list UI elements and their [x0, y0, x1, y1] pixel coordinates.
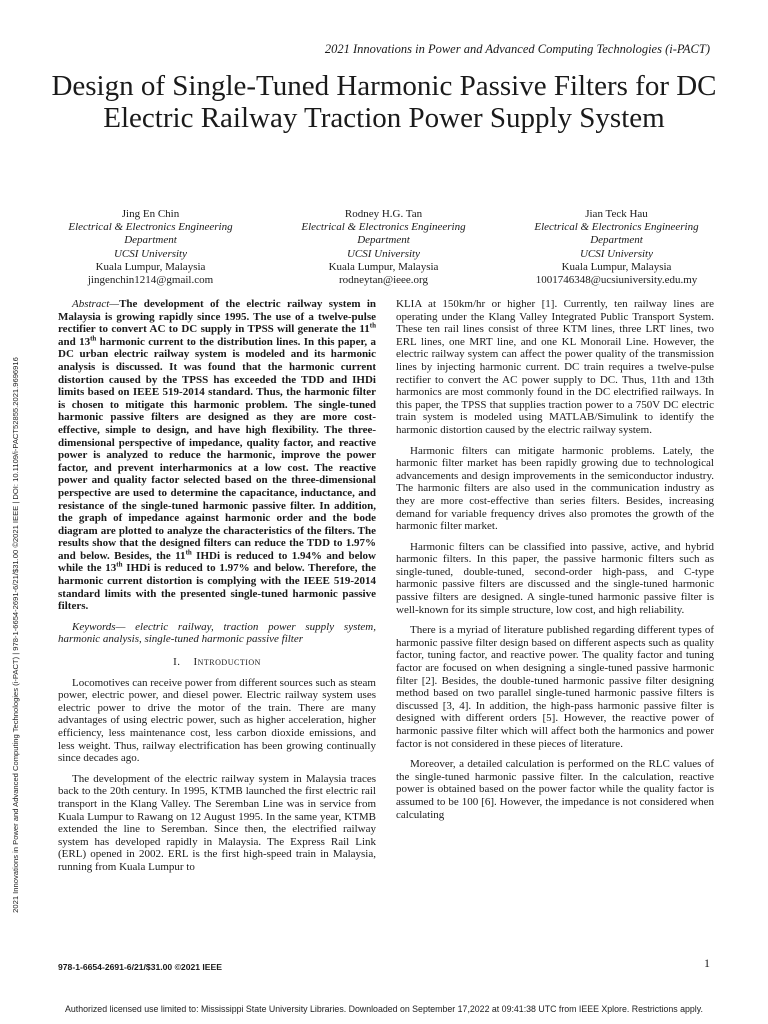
- superscript: th: [116, 560, 123, 569]
- abstract-text: harmonic current to the distribution lines. In this paper, a DC urban electric railway system is modeled and its harmonic analysis is discussed. It was found that the harmonic current distortion caused by the TPSS has exceeded the TDD and IHDi limits based on IEEE 519-2014 standard. Thus, the harmonic filter is chosen to mitigate this harmonic problem. The single-tuned harmonic passive filters are designed as they are more cost-effective, simple to design, and have high flexibility. The three-dimensional perspective of impedance, quality factor, and reactive power is analyzed to reduce the harmonic, improve the power factor, and prevent interharmonics at a low cost. The reactive power and quality factor selected based on the three-dimensional perspective are used to determine the capacitance, inductance, and resistance of the single-tuned harmonic passive filter. In addition, the graph of impedance against harmonic order and the bode diagram are plotted to analyze the characteristics of the filters. The results show that the designed filters can reduce the TDD to 1.97% and below. Besides, the 11: [58, 335, 376, 562]
- abstract-text: The development of the electric railway system in Malaysia is growing rapidly since 1995. The use of a twelve-pulse rectifier to convert AC to DC supply in TPSS will generate the 11: [58, 298, 376, 336]
- author-name: Jing En Chin: [121, 208, 180, 220]
- author-email: rodneytan@ieee.org: [338, 274, 429, 287]
- abstract-text: IHDi is reduced to 1.94% and below while the 13: [58, 549, 376, 575]
- body-paragraph: The development of the electric railway system in Malaysia traces back to the 20th century. In 1995, KTMB launched the first electric rail transport in the Klang Valley. The Seremban Line was in service from Kuala Lumpur to Rawang on 12 August 1995. In the same year, KTMB extended the line to Seremban. Since then, the electrified railway system has developed rapidly in Malaysia. The Express Rail Link (ERL) opened in 2002. ERL is the first high-speed train in Malaysia, running from Kuala Lumpur to: [58, 772, 376, 873]
- author-dept: Electrical & Electronics Engineering: [68, 221, 233, 234]
- keywords-label: Keywords—: [72, 620, 126, 633]
- author-city: Kuala Lumpur, Malaysia: [328, 260, 439, 273]
- superscript: th: [90, 334, 97, 343]
- superscript: th: [185, 548, 192, 557]
- keywords-text: electric railway, traction power supply system, harmonic analysis, single-tuned harmonic passive filter: [58, 620, 376, 646]
- license-footer: Authorized licensed use limited to: Mississippi State University Libraries. Downloaded on September 17,2022 at 09:41:38 UTC from IEEE Xplore. Restrictions apply.: [65, 1004, 703, 1014]
- isbn-footer: 978-1-6654-2691-6/21/$31.00 ©2021 IEEE: [58, 962, 223, 972]
- section-title: Introduction: [193, 656, 261, 669]
- abstract-text: and 13: [58, 335, 91, 348]
- section-number: I.: [173, 656, 181, 669]
- abstract-text: IHDi is reduced to 1.97% and below. Therefore, the harmonic current distortion is complying with the IEEE 519-2014 standard limits with the presented single-tuned harmonic passive filters.: [58, 562, 376, 613]
- author-univ: UCSI University: [113, 247, 187, 260]
- left-column: [58, 298, 376, 874]
- author-block: [281, 208, 486, 287]
- abstract: [58, 298, 376, 613]
- keywords: [58, 621, 376, 646]
- superscript: th: [369, 321, 376, 330]
- author-block: [48, 208, 253, 287]
- author-name: Jian Teck Hau: [585, 208, 648, 220]
- paper-title: Design of Single-Tuned Harmonic Passive Filters for DC Electric Railway Traction Power Supply System: [51, 70, 717, 134]
- author-block: [514, 208, 719, 287]
- author-dept: Department: [590, 234, 643, 247]
- author-name: Rodney H.G. Tan: [344, 208, 423, 220]
- conference-header: 2021 Innovations in Power and Advanced Computing Technologies (i-PACT): [324, 42, 710, 56]
- section-heading: [58, 656, 376, 669]
- body-paragraph: Moreover, a detailed calculation is performed on the RLC values of the single-tuned harmonic passive filter. In the calculation, reactive power is obtained based on the power factor while the quality factor is assumed to be 100 [6]. However, the impedance is not considered when calculating: [396, 758, 714, 821]
- body-paragraph: There is a myriad of literature published regarding different types of harmonic passive filter design based on different aspects such as quality factor, tuning factor, and reactive power. The quality factor and tuning factor are focused on when designing a single-tuned passive harmonic filter [2]. Besides, the double-tuned harmonic passive filter designing method based on two parallel single-tuned harmonic passive filters is discussed [3, 4]. In addition, the high-pass harmonic passive filter is designed with different orders [5]. However, the reactive power of harmonic passive filter which will affect both the harmonics and power factor is not considered in these pieces of literature.: [396, 624, 714, 750]
- author-dept: Department: [124, 234, 177, 247]
- author-univ: UCSI University: [579, 247, 653, 260]
- author-city: Kuala Lumpur, Malaysia: [95, 260, 206, 273]
- page-number: 1: [704, 956, 710, 970]
- body-paragraph: KLIA at 150km/hr or higher [1]. Currently, ten railway lines are operating under the Klang Valley Integrated Public Transport System. These ten rail lines consist of three KTM lines, three LRT lines, two ERL lines, one MRT line, and one KL Monorail Line. However, the electric railway system can affect the power quality of the transmission lines by injecting harmonic current. DC train requires a twelve-pulse rectifier to convert the AC power supply to DC. Thus, 11th and 13th harmonics are most commonly found in the DC electrified railways. In this paper, the TPSS that supplies traction power to a 750V DC electric train system is modeled using MATLAB/Simulink to identify the harmonic distortion caused by the electric railway system.: [396, 298, 714, 436]
- right-column: [396, 298, 714, 821]
- body-paragraph: Harmonic filters can mitigate harmonic problems. Lately, the harmonic filter market has been rapidly growing due to technological advancements and design improvements in the semiconductor industry. The harmonic filters are also used in the communication industry as they are more cost-effective than series filters. Besides, increasing demand for variable frequency drives also promotes the growth of the harmonic filter market.: [396, 444, 714, 533]
- author-univ: UCSI University: [346, 247, 420, 260]
- author-dept: Electrical & Electronics Engineering: [534, 221, 699, 234]
- body-paragraph: Locomotives can receive power from different sources such as steam power, electric power, and diesel power. Electric railway system uses electric power to drive the motor of the train. There are many advantages of using electric power, such as higher acceleration, higher efficiency, less maintenance cost, less carbon dioxide emissions, and less weight. Thus, railway electrification has been growing continually since decades ago.: [58, 676, 376, 765]
- author-city: Kuala Lumpur, Malaysia: [561, 260, 672, 273]
- author-dept: Electrical & Electronics Engineering: [301, 221, 466, 234]
- author-email: jingenchin1214@gmail.com: [87, 274, 214, 287]
- doi-sidebar: 2021 Innovations in Power and Advanced Computing Technologies (i-PACT) | 978-1-6654-2691-6/21/$31.00 ©2021 IEEE | DOI: 10.1109/i-PACT52855.2021.9696916: [11, 357, 20, 913]
- abstract-label: Abstract—: [72, 298, 120, 310]
- body-paragraph: Harmonic filters can be classified into passive, active, and hybrid harmonic filters. In this paper, the passive harmonic filters such as single-tuned, double-tuned, second-order high-pass, and C-type harmonic passive filters are discussed and the single-tuned harmonic passive filters are designed. A single-tuned harmonic passive filter is well-known for its simple structure, low cost, and high reliability.: [396, 540, 714, 616]
- author-dept: Department: [357, 234, 410, 247]
- author-email: 1001746348@ucsiuniversity.edu.my: [535, 274, 698, 287]
